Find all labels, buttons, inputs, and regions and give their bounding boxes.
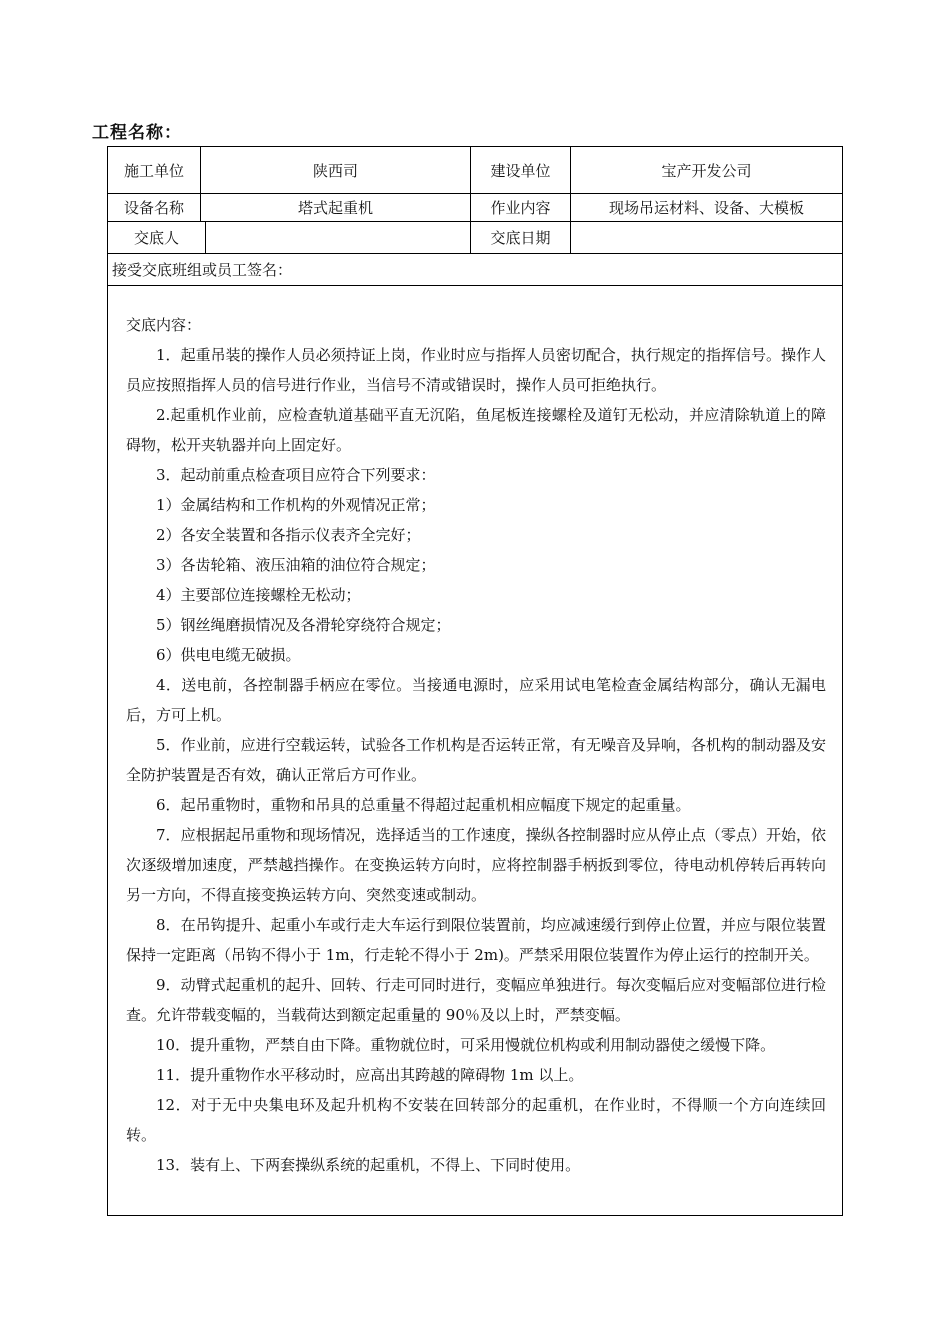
work-content-value: 现场吊运材料、设备、大模板 — [570, 194, 842, 221]
owner-unit-value: 宝产开发公司 — [570, 147, 842, 193]
owner-unit-label: 建设单位 — [470, 147, 570, 193]
content-paragraph: 3．起动前重点检查项目应符合下列要求： — [156, 466, 436, 484]
table-row-construction-unit — [108, 147, 842, 194]
equipment-name-label: 设备名称 — [123, 199, 184, 217]
table-row-discloser — [108, 222, 842, 254]
discloser-label: 交底人 — [133, 229, 179, 247]
content-paragraph: 2.起重机作业前，应检查轨道基础平直无沉陷，鱼尾板连接螺栓及道钉无松动，并应清除轨道上的障碍物，松开夹轨器并向上固定好。 — [126, 406, 826, 454]
content-paragraph: 3）各齿轮箱、液压油箱的油位符合规定； — [156, 556, 436, 574]
content-paragraph: 1）金属结构和工作机构的外观情况正常； — [156, 496, 436, 514]
content-paragraph: 6．起吊重物时，重物和吊具的总重量不得超过起重机相应幅度下规定的起重量。 — [156, 796, 691, 814]
work-content-label: 作业内容 — [470, 194, 570, 221]
content-paragraph: 5）钢丝绳磨损情况及各滑轮穿绕符合规定； — [156, 616, 451, 634]
disclosure-content — [108, 286, 842, 1215]
content-title: 交底内容： — [126, 316, 202, 334]
content-paragraph: 4）主要部位连接螺栓无松动； — [156, 586, 361, 604]
discloser-value — [205, 222, 470, 253]
table-row-signature — [108, 254, 842, 286]
disclosure-table — [107, 146, 843, 1216]
content-paragraph: 9．动臂式起重机的起升、回转、行走可同时进行，变幅应单独进行。每次变幅后应对变幅部位进行检查。允许带载变幅的，当载荷达到额定起重量的 90％及以上时，严禁变幅。 — [126, 976, 826, 1024]
content-paragraph: 7．应根据起吊重物和现场情况，选择适当的工作速度，操纵各控制器时应从停止点（零点）开始，依次逐级增加速度，严禁越挡操作。在变换运转方向时，应将控制器手柄扳到零位，待电动机停转后再转向另一方向，不得直接变换运转方向、突然变速或制动。 — [126, 826, 826, 904]
construction-unit-label: 施工单位 — [123, 161, 184, 180]
content-paragraph: 6）供电电缆无破损。 — [156, 646, 301, 664]
content-paragraph: 10．提升重物，严禁自由下降。重物就位时，可采用慢就位机构或利用制动器使之缓慢下降。 — [156, 1036, 776, 1054]
content-paragraph: 1．起重吊装的操作人员必须持证上岗，作业时应与指挥人员密切配合，执行规定的指挥信号。操作人员应按照指挥人员的信号进行作业，当信号不清或错误时，操作人员可拒绝执行。 — [126, 346, 826, 394]
content-paragraph: 2）各安全装置和各指示仪表齐全完好； — [156, 526, 421, 544]
content-paragraph: 11．提升重物作水平移动时，应高出其跨越的障碍物 1m 以上。 — [156, 1066, 584, 1084]
construction-unit-value: 陕西司 — [200, 147, 470, 193]
equipment-name-value: 塔式起重机 — [200, 194, 470, 221]
content-paragraph: 5．作业前，应进行空载运转，试验各工作机构是否运转正常，有无噪音及异响，各机构的制动器及安全防护装置是否有效，确认正常后方可作业。 — [126, 736, 826, 784]
project-name-label: 工程名称： — [92, 123, 182, 143]
disclosure-date-value — [570, 222, 842, 253]
content-paragraph: 13．装有上、下两套操纵系统的起重机，不得上、下同时使用。 — [156, 1156, 581, 1174]
signature-label: 接受交底班组或员工签名： — [112, 261, 293, 279]
content-paragraph: 12．对于无中央集电环及起升机构不安装在回转部分的起重机，在作业时，不得顺一个方向连续回转。 — [126, 1096, 826, 1144]
content-paragraph: 8．在吊钩提升、起重小车或行走大车运行到限位装置前，均应减速缓行到停止位置，并应与限位装置保持一定距离（吊钩不得小于 1m，行走轮不得小于 2m)。严禁采用限位装置作为停止运行的控制开关。 — [126, 916, 826, 964]
table-row-equipment — [108, 194, 842, 222]
disclosure-date-label: 交底日期 — [470, 222, 570, 253]
content-paragraph: 4．送电前，各控制器手柄应在零位。当接通电源时，应采用试电笔检查金属结构部分，确认无漏电后，方可上机。 — [126, 676, 826, 724]
